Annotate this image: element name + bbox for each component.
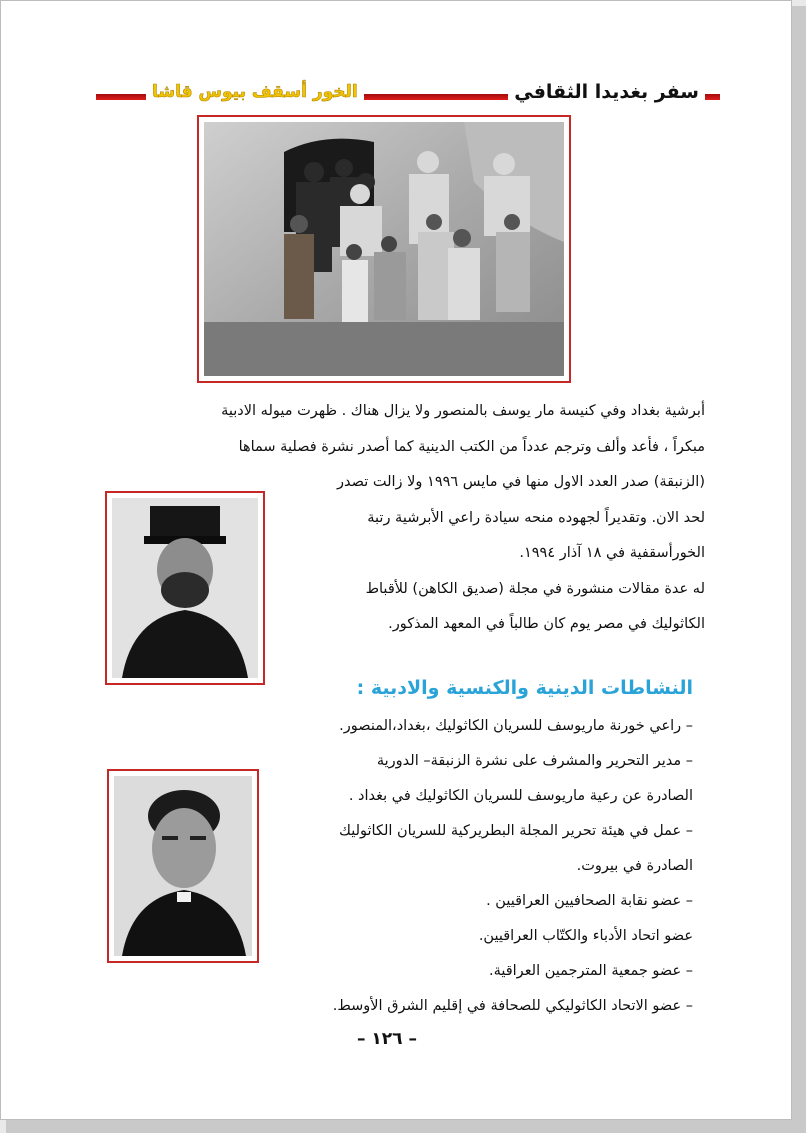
biography-paragraph-narrow [273, 465, 705, 643]
body-line: أبرشية بغداد وفي كنيسة مار يوسف بالمنصور ولا يزال هناك . ظهرت ميوله الادبية [221, 403, 705, 419]
body-line: لحد الان. وتقديراً لجهوده منحه سيادة راعي الأبرشية رتبة [367, 509, 705, 526]
page-number: – ١٢٦ – [357, 1029, 417, 1049]
priest-hat-photo-frame [105, 491, 265, 685]
list-item: – راعي خورنة ماريوسف للسريان الكاثوليك ،بغداد،المنصور. [339, 718, 693, 734]
body-line: له عدة مقالات منشورة في مجلة (صديق الكاهن) للأقباط [365, 580, 705, 597]
family-photo-frame [197, 115, 571, 383]
list-item: عضو اتحاد الأدباء والكتّاب العراقيين. [478, 928, 693, 944]
list-item: – عمل في هيئة تحرير المجلة البطريركية للسريان الكاثوليك [339, 823, 693, 839]
list-item: – مدير التحرير والمشرف على نشرة الزنبقة– الدورية [376, 753, 693, 769]
body-line: مبكراً ، فأعد وألف وترجم عدداً من الكتب الدينية كما أصدر نشرة فصلية سماها [238, 438, 705, 455]
list-item: – عضو الاتحاد الكاثوليكي للصحافة في إقليم الشرق الأوسط. [332, 998, 693, 1014]
book-subtitle: الخور أسقف بيوس قاشا [146, 82, 364, 102]
list-item: – عضو جمعية المترجمين العراقية. [488, 963, 693, 979]
priest-young-photo [114, 776, 252, 956]
family-photo [204, 122, 564, 376]
list-item: – عضو نقابة الصحافيين العراقيين . [486, 893, 693, 909]
book-title: سفر بغديدا الثقافي [508, 81, 705, 103]
list-item: الصادرة في بيروت. [576, 858, 693, 874]
list-item: الصادرة عن رعية ماريوسف للسريان الكاثوليك في بغداد . [348, 788, 693, 804]
body-line: الكاثوليك في مصر يوم كان طالباً في المعهد المذكور. [388, 616, 705, 632]
body-line: الخورأسقفية في ١٨ آذار ١٩٩٤. [519, 545, 705, 561]
biography-paragraph [105, 394, 705, 465]
section-heading: النشاطات الدينية والكنسية والادبية : [356, 677, 693, 699]
body-line: (الزنبقة) صدر العدد الاول منها في مايس ١٩٩٦ ولا زالت تصدر [337, 474, 705, 490]
activities-list [263, 709, 693, 1024]
priest-hat-photo [112, 498, 258, 678]
priest-young-photo-frame [107, 769, 259, 963]
